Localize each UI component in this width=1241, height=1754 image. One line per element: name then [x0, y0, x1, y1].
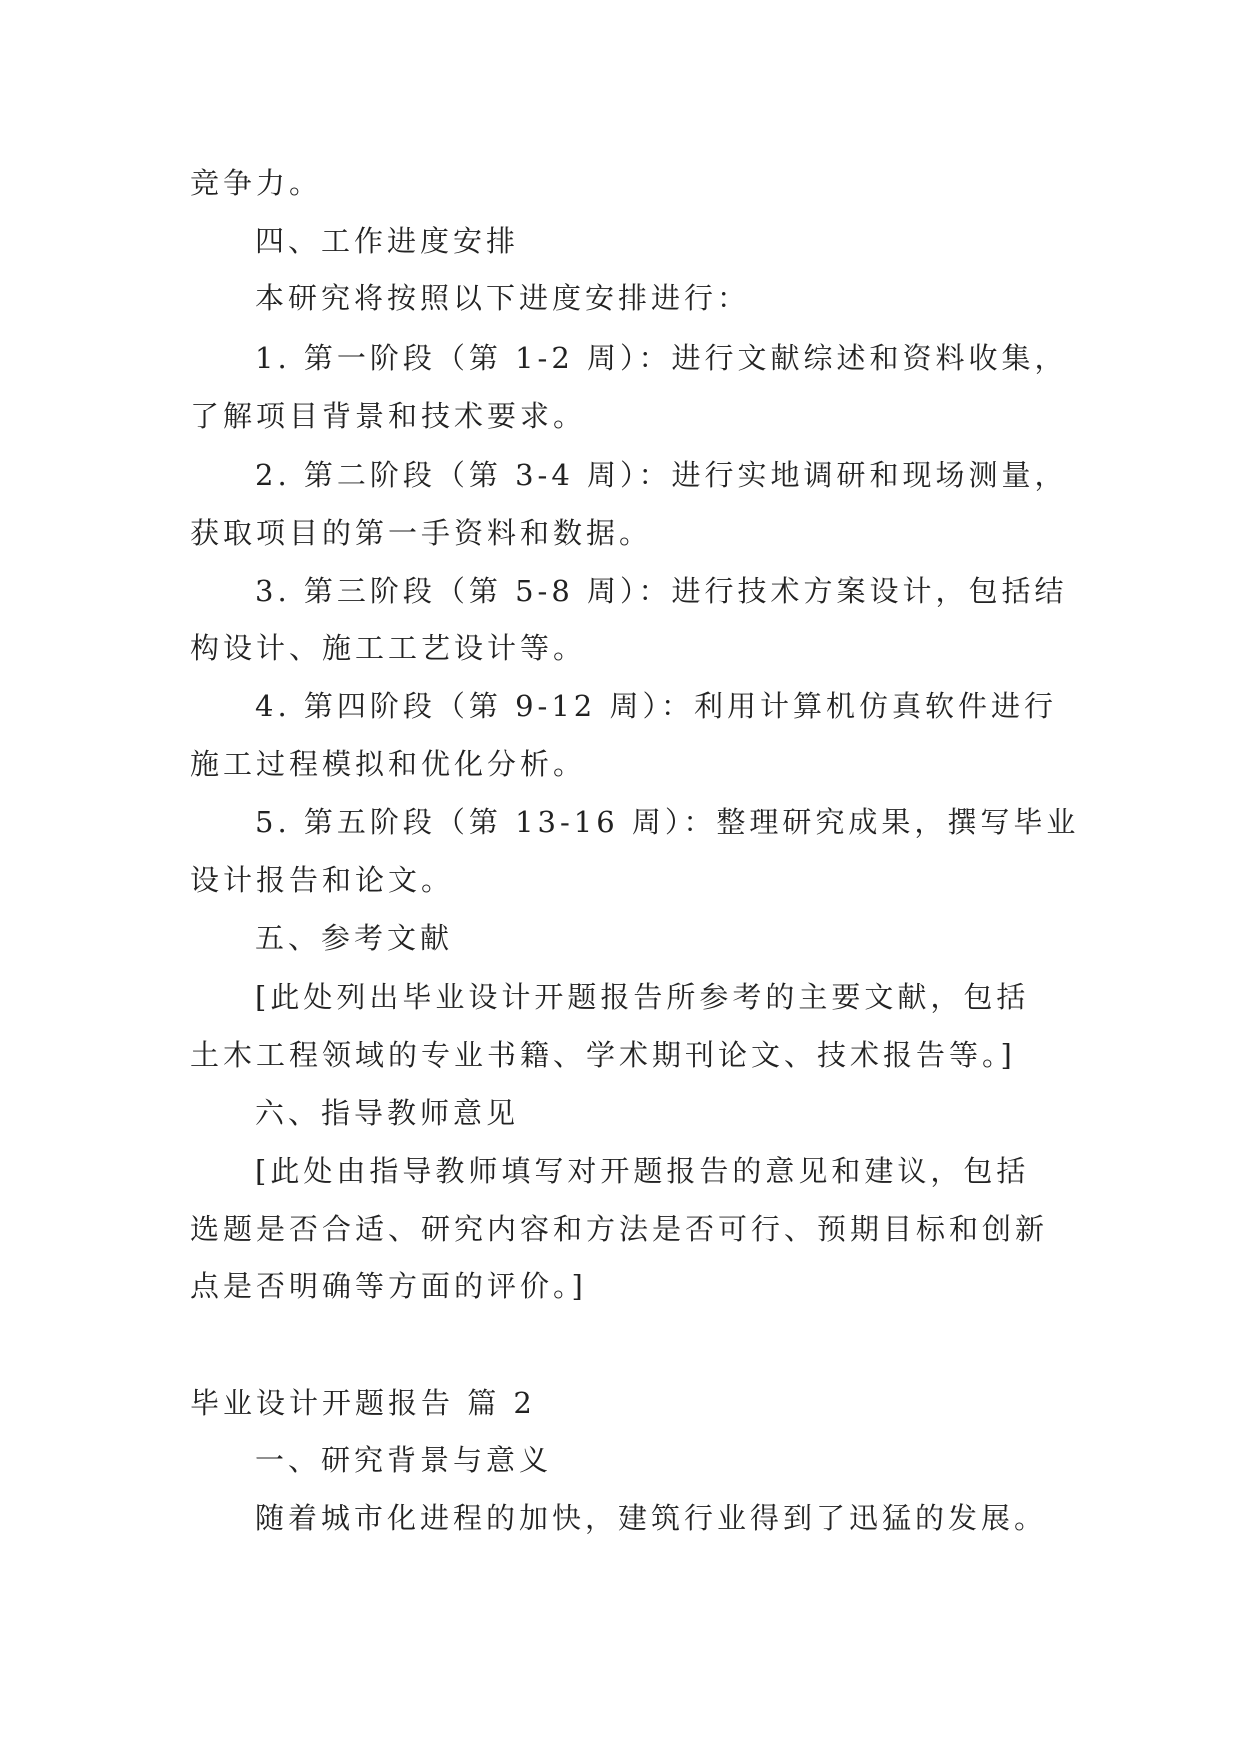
- paragraph-line: 土木工程领域的专业书籍、学术期刊论文、技术报告等。]: [190, 1038, 1016, 1072]
- list-item-line: 了解项目背景和技术要求。: [190, 399, 587, 433]
- list-item-line: 3. 第三阶段（第 5-8 周）：进行技术方案设计，包括结: [255, 574, 1068, 608]
- section-heading: 一、研究背景与意义: [255, 1443, 553, 1477]
- list-item-line: 施工过程模拟和优化分析。: [190, 747, 587, 781]
- list-item-line: 构设计、施工工艺设计等。: [190, 631, 587, 665]
- paragraph-line: 随着城市化进程的加快，建筑行业得到了迅猛的发展。: [255, 1501, 1048, 1535]
- list-item-line: 4. 第四阶段（第 9-12 周）：利用计算机仿真软件进行: [255, 689, 1057, 723]
- section-heading: 六、指导教师意见: [255, 1096, 520, 1130]
- list-item-line: 设计报告和论文。: [190, 863, 455, 897]
- list-item-line: 2. 第二阶段（第 3-4 周）：进行实地调研和现场测量，: [255, 458, 1068, 492]
- list-item-line: 1. 第一阶段（第 1-2 周）：进行文献综述和资料收集，: [255, 341, 1068, 375]
- list-item-line: 5. 第五阶段（第 13-16 周）：整理研究成果，撰写毕业: [255, 805, 1080, 839]
- paragraph-line: 竞争力。: [190, 166, 323, 200]
- paragraph-line: [此处列出毕业设计开题报告所参考的主要文献，包括: [255, 980, 1030, 1014]
- list-item-line: 获取项目的第一手资料和数据。: [190, 516, 653, 550]
- paragraph-line: 点是否明确等方面的评价。]: [190, 1269, 587, 1303]
- section-heading: 四、工作进度安排: [255, 224, 520, 258]
- section-heading: 五、参考文献: [255, 921, 454, 955]
- document-title: 毕业设计开题报告 篇 2: [190, 1386, 536, 1420]
- paragraph-line: 选题是否合适、研究内容和方法是否可行、预期目标和创新: [190, 1212, 1049, 1246]
- paragraph-line: [此处由指导教师填写对开题报告的意见和建议，包括: [255, 1154, 1030, 1188]
- paragraph-line: 本研究将按照以下进度安排进行：: [255, 281, 751, 315]
